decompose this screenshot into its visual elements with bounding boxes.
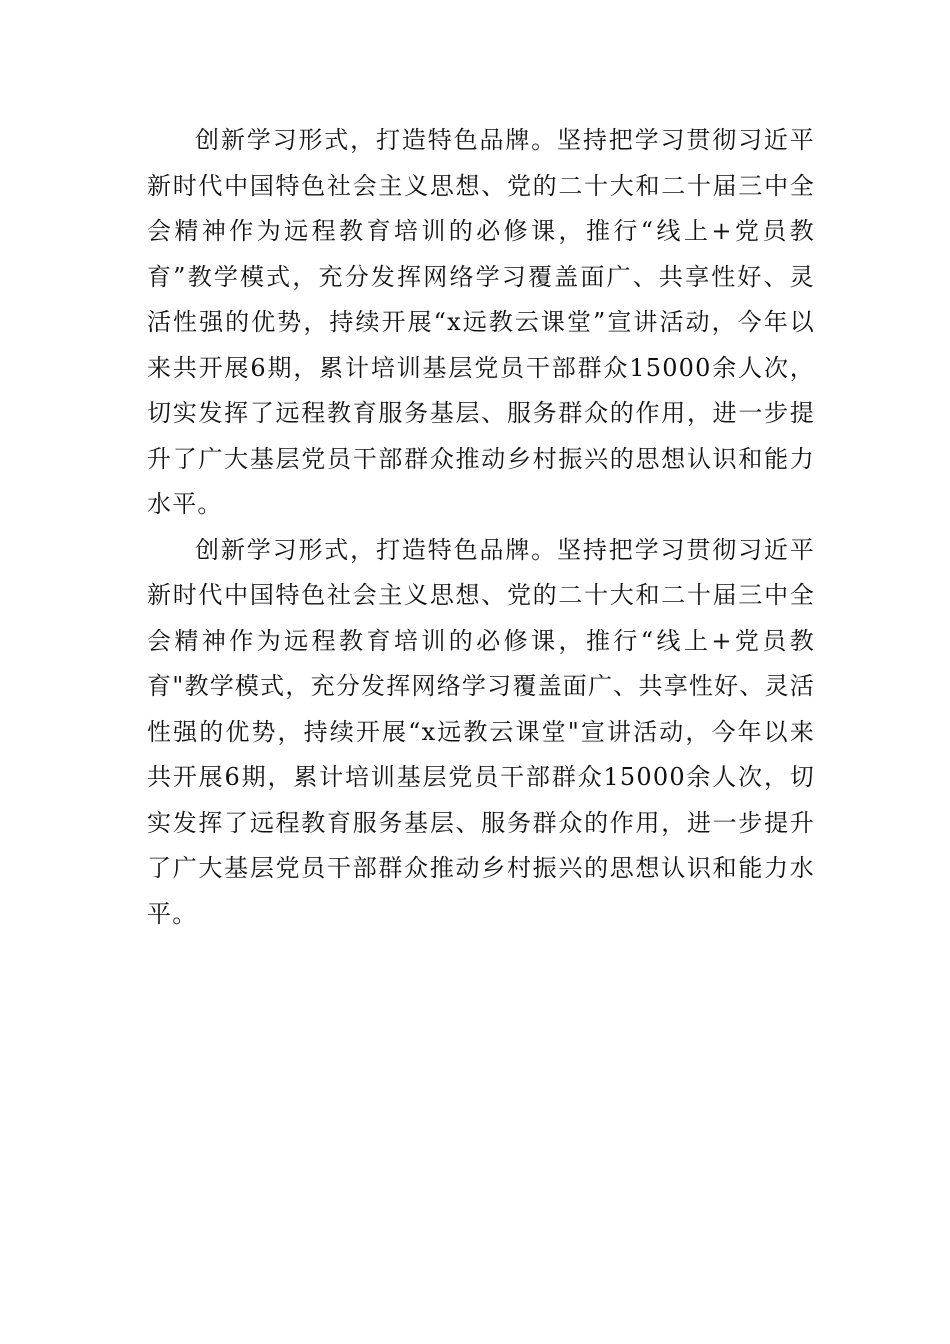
document-body (147, 118, 815, 937)
paragraph-2: 创新学习形式，打造特色品牌。坚持把学习贯彻习近平新时代中国特色社会主义思想、党的二十大和二十届三中全会精神作为远程教育培训的必修课，推行“线上+党员教育"教学模式，充分发挥网络学习覆盖面广、共享性好、灵活性强的优势，持续开展“x远教云课堂"宣讲活动，今年以来共开展6期，累计培训基层党员干部群众15000余人次，切实发挥了远程教育服务基层、服务群众的作用，进一步提升了广大基层党员干部群众推动乡村振兴的思想认识和能力水平。 (147, 535, 815, 928)
paragraph-1: 创新学习形式，打造特色品牌。坚持把学习贯彻习近平新时代中国特色社会主义思想、党的二十大和二十届三中全会精神作为远程教育培训的必修课，推行“线上+党员教育”教学模式，充分发挥网络学习覆盖面广、共享性好、灵活性强的优势，持续开展“x远教云课堂”宣讲活动，今年以来共开展6期，累计培训基层党员干部群众15000余人次，切实发挥了远程教育服务基层、服务群众的作用，进一步提升了广大基层党员干部群众推动乡村振兴的思想认识和能力水平。 (147, 126, 815, 518)
